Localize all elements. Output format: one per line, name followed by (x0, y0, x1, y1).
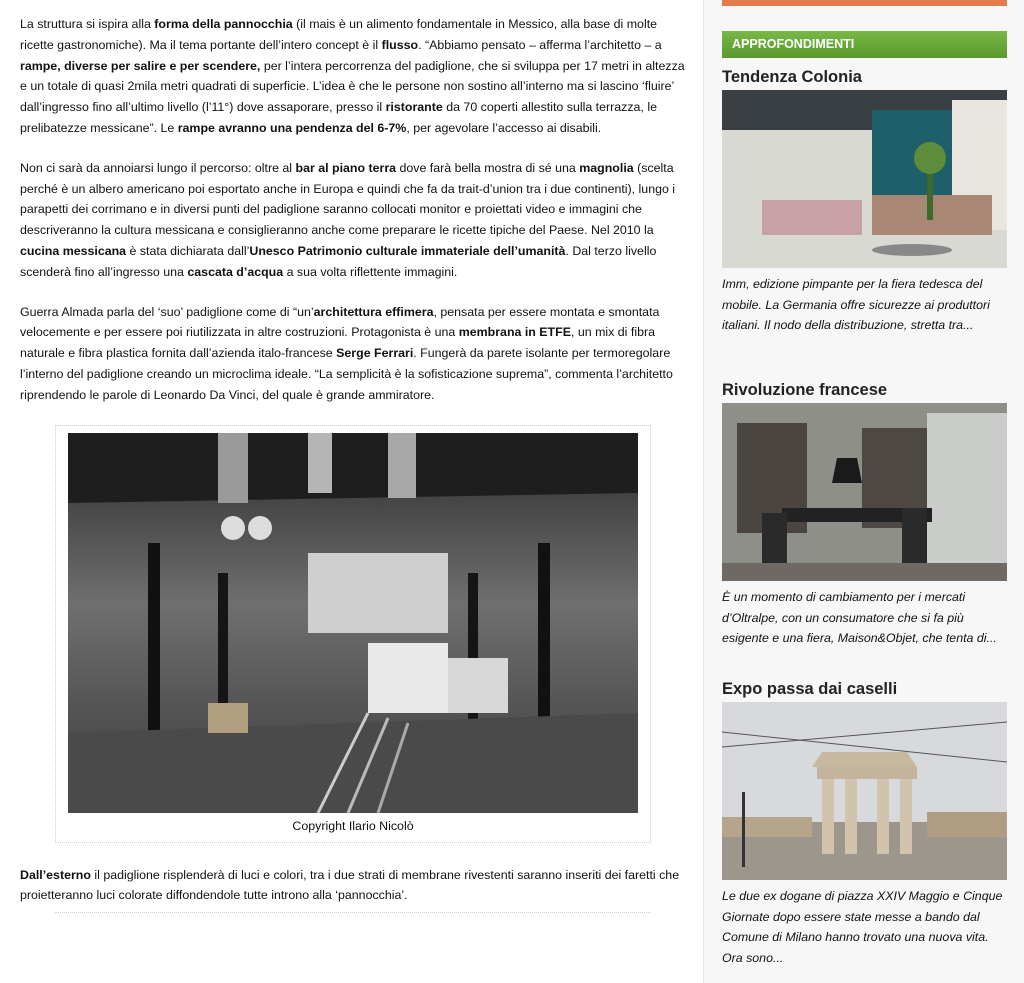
related-title-rivoluzione-francese[interactable]: Rivoluzione francese (722, 381, 888, 399)
article-body (20, 14, 688, 919)
related-title-tendenza-colonia[interactable]: Tendenza Colonia (722, 68, 862, 86)
bold-phrase: cascata d’acqua (187, 264, 284, 279)
sidebar (703, 0, 1024, 983)
pavilion-construction-photo[interactable] (68, 433, 638, 813)
related-thumb-tendenza-colonia[interactable] (722, 90, 1007, 268)
article-paragraph-3: Guerra Almada parla del ‘suo’ padiglione come di “un’architettura effimera, pensata per essere montata e smontata velocemente e per essere poi riutilizzata in altre costruzioni. Protagonista è una membrana in ETFE, un mix di fibra naturale e fibra plastica fornita dall’azienda italo-francese Serge Ferrari. Fungerà da parete isolante per termoregolare l’interno del padiglione creando un microclima ideale. “La semplicità è la sofisticazione suprema”, commenta l’architetto riprendendo le parole di Leonardo Da Vinci, del quale è grande ammiratore. (20, 304, 673, 402)
bold-phrase: rampe, diverse per salire e per scendere, (20, 58, 261, 73)
related-desc-tendenza-colonia: Imm, edizione pimpante per la fiera tedesca del mobile. La Germania offre sicurezze ai produttori italiani. Il nodo della distribuzione, stretta tra... (722, 277, 990, 332)
article-paragraph-2: Non ci sarà da annoiarsi lungo il percorso: oltre al bar al piano terra dove farà bella mostra di sé una magnolia (scelta perché è un albero americano poi esportato anche in Europa e quindi che fa da trait-d’union tra i due continenti), lungo i parapetti dei corrimano e in diversi punti del padiglione saranno collocati monitor e proiettati video e immagini che descriveranno la cultura messicana e consiglieranno anche come preparare le ricette tipiche del Paese. Nel 2010 la cucina messicana è stata dichiarata dall’Unesco Patrimonio culturale immateriale dell’umanità. Dal terzo livello scenderà fino all’ingresso una cascata d’acqua a sua volta riflettente immagini. (20, 160, 676, 279)
bold-phrase: flusso (381, 37, 419, 52)
bold-phrase: bar al piano terra (295, 160, 397, 175)
related-desc-rivoluzione-francese: È un momento di cambiamento per i mercati d’Oltralpe, con un consumatore che si fa più esigente e una fiera, Maison&Objet, che tenta di... (722, 590, 997, 645)
section-header-approfondimenti: APPROFONDIMENTI (722, 31, 1007, 58)
article-paragraph-1: La struttura si ispira alla forma della pannocchia (il mais è un alimento fondamentale in Messico, alla base di molte ricette gastronomiche). Ma il tema portante dell’intero concept è il flusso. “Abbiamo pensato – afferma l’architetto – a rampe, diverse per salire e per scendere, per l’intera percorrenza del padiglione, che si sviluppa per 17 metri in altezza e un totale di quasi 2mila metri quadrati di superficie. L’idea è che le persone non sostino all’interno ma si lascino ‘fluire’ dall’ingresso fino all’ultimo livello (l’11°) dove assaporare, presso il ristorante da 70 coperti allestito sulla terrazza, le prelibatezze messicane”. Le rampe avranno una pendenza del 6-7%, per agevolare l’accesso ai disabili. (20, 17, 685, 135)
bold-phrase: forma della pannocchia (154, 17, 293, 31)
bold-phrase: Dall’esterno (20, 867, 91, 882)
related-title-expo-passa-dai-caselli[interactable]: Expo passa dai caselli (722, 680, 898, 698)
sidebar-orange-bar (722, 0, 1007, 6)
next-figure-edge (55, 912, 651, 919)
article-paragraph-4: Dall’esterno il padiglione risplenderà di luci e colori, tra i due strati di membrane rivestenti saranno inseriti dei faretti che proietteranno luci colorate diffondendole tutte introno alla ‘pannocchia’. (20, 867, 680, 903)
related-thumb-expo-passa-dai-caselli[interactable] (722, 702, 1007, 880)
bold-phrase: Unesco Patrimonio culturale immateriale dell’umanità (249, 243, 566, 258)
bold-phrase: Serge Ferrari (336, 346, 414, 361)
bold-phrase: rampe avranno una pendenza del 6-7% (177, 120, 407, 135)
article-figure (55, 425, 651, 843)
related-desc-expo-passa-dai-caselli: Le due ex dogane di piazza XXIV Maggio e Cinque Giornate dopo essere state messe a bando dal Comune di Milano hanno trovato una nuova vita. Ora sono... (722, 889, 1003, 965)
bold-phrase: membrana in ETFE (458, 325, 571, 340)
related-thumb-rivoluzione-francese[interactable] (722, 403, 1007, 581)
bold-phrase: architettura effimera (313, 304, 434, 319)
figure-caption: Copyright Ilario Nicolò (292, 818, 414, 833)
bold-phrase: magnolia (579, 160, 634, 175)
bold-phrase: ristorante (385, 100, 443, 115)
bold-phrase: cucina messicana (20, 243, 127, 258)
